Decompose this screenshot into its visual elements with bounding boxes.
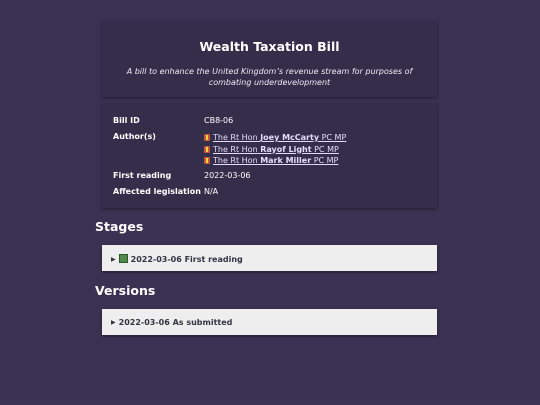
first-reading-value: 2022-03-06 (204, 171, 251, 180)
bill-info-card (102, 103, 437, 208)
author-link[interactable]: The Rt Hon Joey McCarty PC MP (213, 133, 347, 142)
disclosure-triangle-icon: ▶ (111, 256, 116, 263)
page-title: Wealth Taxation Bill (199, 39, 340, 54)
authors-label: Author(s) (113, 132, 156, 141)
version-item[interactable] (102, 309, 437, 335)
party-icon (204, 146, 210, 153)
party-icon (204, 157, 210, 164)
version-label: 2022-03-06 As submitted (118, 318, 233, 327)
stage-status-icon (119, 254, 128, 263)
bill-id-label: Bill ID (113, 116, 140, 125)
author-item (204, 144, 346, 156)
author-item (204, 155, 346, 167)
first-reading-label: First reading (113, 171, 172, 180)
affected-legislation-value: N/A (204, 187, 219, 196)
stage-label: 2022-03-06 First reading (130, 255, 243, 264)
authors-list (204, 132, 346, 167)
bill-subtitle: A bill to enhance the United Kingdom’s revenue stream for purposes of combating underdevelopment (126, 67, 413, 87)
bill-title-card (102, 22, 437, 97)
party-icon (204, 134, 210, 141)
author-link[interactable]: The Rt Hon Rayof Light PC MP (213, 144, 339, 154)
stages-heading: Stages (95, 219, 144, 234)
author-link[interactable]: The Rt Hon Mark Miller PC MP (213, 156, 339, 165)
stage-item[interactable] (102, 245, 437, 271)
affected-legislation-label: Affected legislation (113, 187, 201, 196)
disclosure-triangle-icon: ▶ (111, 319, 116, 326)
versions-heading: Versions (95, 283, 156, 298)
bill-id-value: CB8-06 (204, 116, 234, 125)
author-item (204, 132, 346, 144)
